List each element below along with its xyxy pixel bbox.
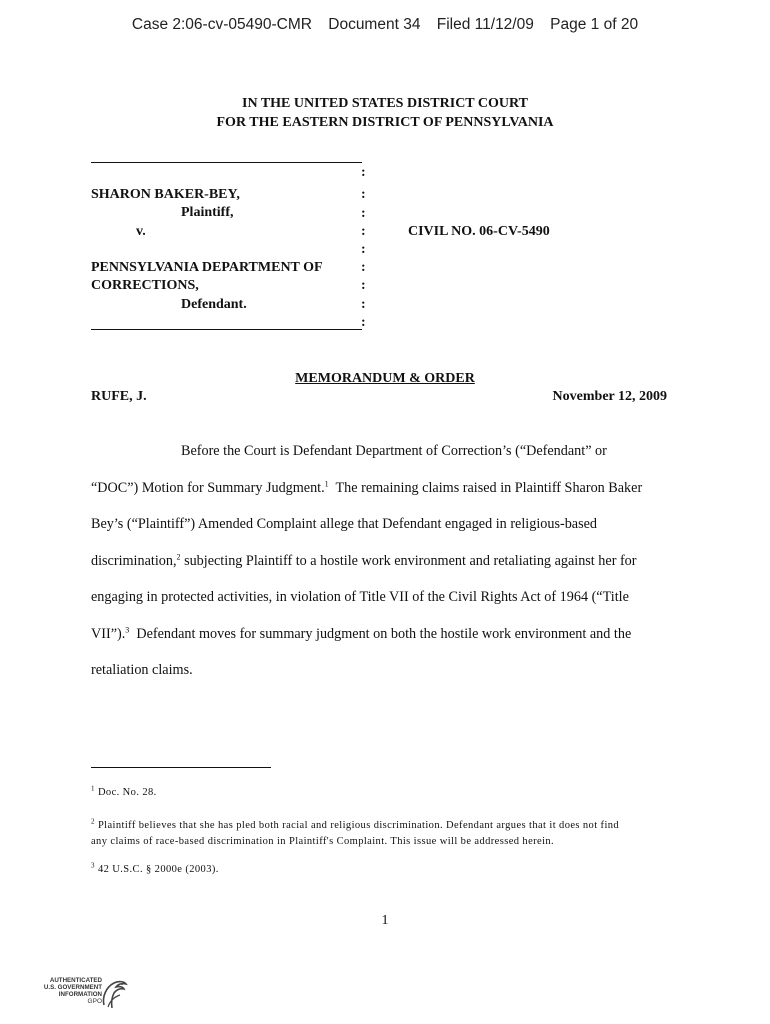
caption-colon: : [361, 297, 366, 312]
footnote-separator [91, 767, 271, 768]
body-line-4: discrimination,$^2$ subjecting Plaintiff to a hostile work environment and retaliating against her for [91, 552, 637, 569]
caption-colon: : [361, 315, 366, 330]
court-line-2: FOR THE EASTERN DISTRICT OF PENNSYLVANIA [216, 115, 554, 130]
eagle-icon [98, 975, 128, 1013]
caption-colon: : [361, 278, 366, 293]
body-line-2: “DOC”) Motion for Summary Judgment.$^1$ The remaining claims raised in Plaintiff Sharon Baker [91, 479, 643, 496]
memo-title: MEMORANDUM & ORDER [295, 371, 475, 386]
body-line-3: Bey’s (“Plaintiff”) Amended Complaint allege that Defendant engaged in religious-based [91, 516, 598, 532]
page-number: 1 [381, 913, 389, 928]
caption-colon: : [361, 165, 366, 180]
body-line-7: retaliation claims. [91, 662, 193, 678]
civil-number: CIVIL NO. 06-CV-5490 [408, 224, 550, 239]
caption-colon: : [361, 206, 366, 221]
gpo-authentication-seal [40, 975, 130, 1015]
caption-colon: : [361, 187, 366, 202]
filed-date: Filed 11/12/09 [436, 16, 534, 33]
judge-name: RUFE, J. [91, 389, 147, 404]
footnote-ref-3: 3 [125, 625, 130, 635]
body-line-1: Before the Court is Defendant Department of Correction’s (“Defendant” or [181, 443, 607, 459]
plaintiff-name: SHARON BAKER-BEY, [91, 187, 240, 202]
caption-top-rule [91, 162, 362, 163]
defendant-name-line-2: CORRECTIONS, [91, 278, 199, 293]
seal-text: AUTHENTICATED U.S. GOVERNMENT INFORMATION GPO [43, 977, 102, 1005]
body-line-6: VII”).$^3$ Defendant moves for summary judgment on both the hostile work environment and the [91, 625, 632, 642]
footnote-1: $^1$ Doc. No. 28. [91, 784, 157, 798]
document-header [0, 16, 770, 34]
footnote-ref-1: 1 [324, 479, 329, 489]
document-number: Document 34 [328, 16, 421, 33]
defendant-role: Defendant. [181, 297, 247, 312]
page-indicator: Page 1 of 20 [550, 16, 639, 33]
versus-label: v. [136, 224, 146, 239]
caption-colon: : [361, 224, 366, 239]
plaintiff-role: Plaintiff, [181, 205, 234, 220]
footnote-3: $^3$ 42 U.S.C. § 2000e (2003). [91, 861, 219, 875]
caption-bottom-rule [91, 329, 362, 330]
defendant-name-line-1: PENNSYLVANIA DEPARTMENT OF [91, 260, 323, 275]
caption-colon: : [361, 260, 366, 275]
court-line-1: IN THE UNITED STATES DISTRICT COURT [242, 96, 528, 111]
court-title [0, 94, 770, 132]
footnote-ref-2: 2 [176, 552, 181, 562]
case-number: Case 2:06-cv-05490-CMR [131, 16, 312, 33]
body-line-5: engaging in protected activities, in violation of Title VII of the Civil Rights Act of 1964 (“Title [91, 589, 629, 605]
memo-date: November 12, 2009 [552, 389, 667, 404]
footnote-2: $^2$ Plaintiff believes that she has pled both racial and religious discrimination. Defendant argues that it does not find any claims of race-based discrimination in Plaintiff's Complaint. This issue will be addressed herein. [91, 817, 620, 847]
caption-colon: : [361, 242, 366, 257]
